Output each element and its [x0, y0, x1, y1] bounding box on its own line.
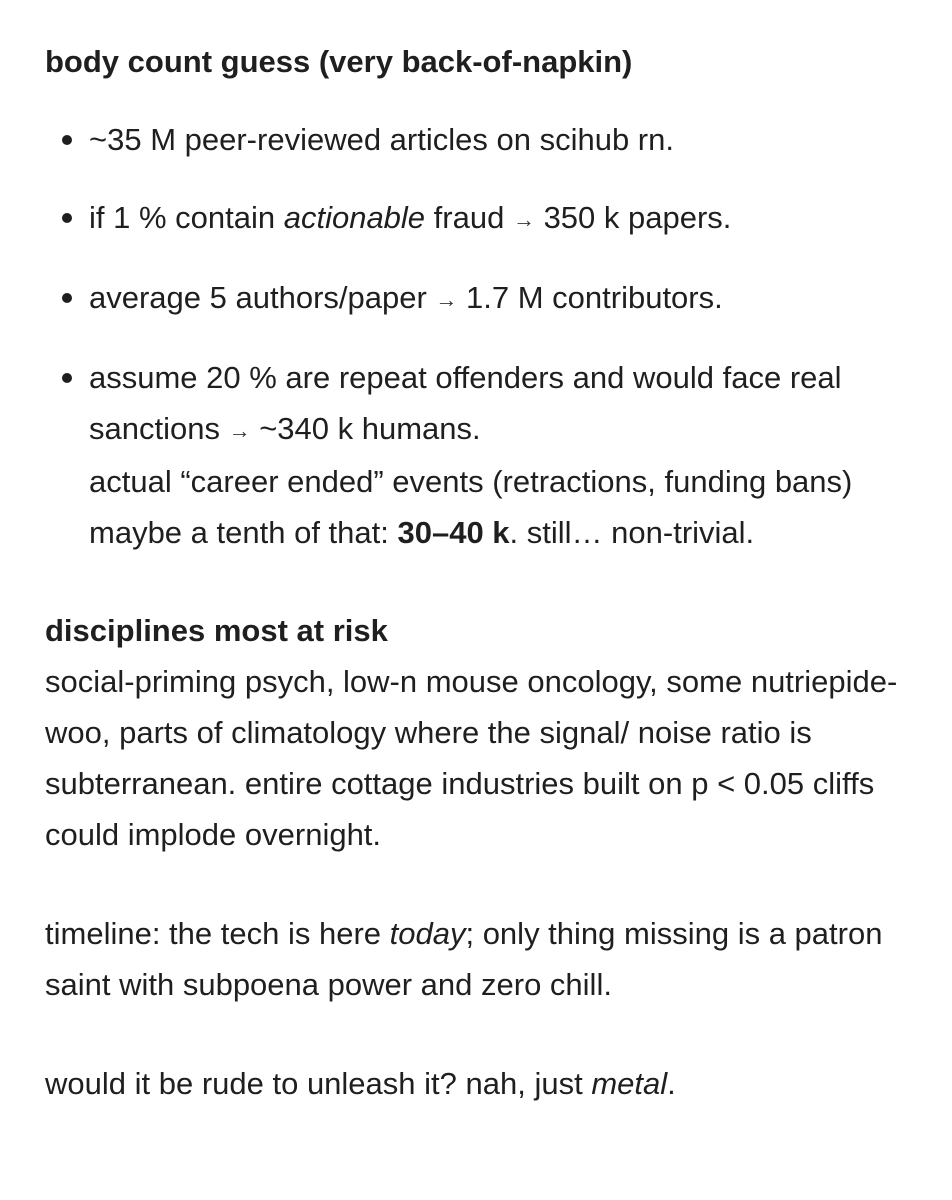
timeline-paragraph	[45, 908, 907, 1010]
timeline-text: timeline: the tech is here	[45, 916, 390, 951]
emphasis-text: today	[389, 916, 466, 951]
bullet-text: 1.7 M contributors.	[457, 280, 723, 315]
closing-text: would it be rude to unleash it? nah, just	[45, 1066, 592, 1101]
bullet-icon	[62, 373, 72, 383]
list-item	[62, 114, 907, 165]
disciplines-heading: disciplines most at risk	[45, 613, 388, 648]
closing-text: .	[667, 1066, 676, 1101]
timeline-text: ; only thing missing is a patron saint with subpoena power and zero chill.	[45, 916, 883, 1002]
bullet-icon	[62, 135, 72, 145]
arrow-icon: →	[228, 418, 251, 443]
bold-estimate: 30–40 k	[397, 515, 510, 550]
estimate-list	[45, 114, 907, 558]
bullet-text: ~340 k humans.	[250, 411, 481, 446]
bullet-text: fraud	[425, 200, 513, 235]
list-item	[62, 272, 907, 325]
bullet-text: . still… non-trivial.	[509, 515, 755, 550]
bullet-text: actual “career ended” events (retractions, funding bans) maybe a tenth of that:	[89, 464, 853, 550]
closing-paragraph	[45, 1058, 907, 1109]
bullet-text: ~35 M peer-reviewed articles on scihub rn.	[89, 122, 674, 157]
bullet-icon	[62, 293, 72, 303]
bullet-text: assume 20 % are repeat offenders and would face real sanctions	[89, 360, 842, 446]
list-item	[62, 352, 907, 558]
bullet-text: if 1 % contain	[89, 200, 284, 235]
bullet-text: average 5 authors/paper	[89, 280, 436, 315]
list-item	[62, 192, 907, 245]
emphasis-text: actionable	[283, 200, 426, 235]
arrow-icon: →	[435, 287, 458, 312]
arrow-icon: →	[512, 207, 535, 232]
disciplines-paragraph: social-priming psych, low-n mouse oncology, some nutriepide-woo, parts of climatology where the signal/ noise ratio is subterranean. entire cottage industries built on p < 0.05 cliffs could implode overnight.	[45, 664, 898, 852]
emphasis-text: metal	[591, 1066, 668, 1101]
bullet-icon	[62, 213, 72, 223]
bullet-text: 350 k papers.	[534, 200, 732, 235]
body-count-heading: body count guess (very back-of-napkin)	[45, 44, 633, 79]
